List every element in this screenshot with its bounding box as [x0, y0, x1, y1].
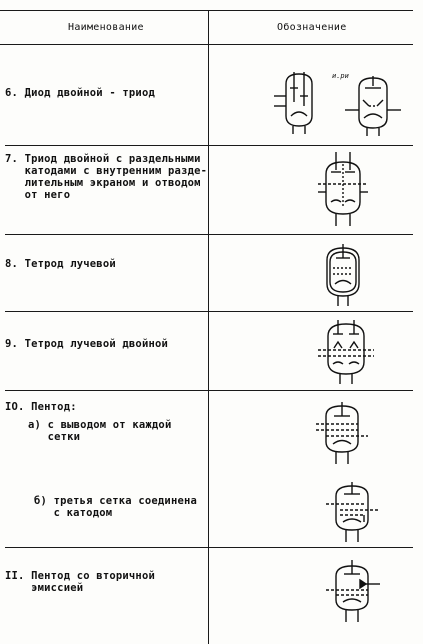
- pentode-symbol-a: [314, 402, 370, 464]
- row-divider-3: [5, 311, 413, 312]
- row-10-name: IO. Пентод:: [5, 401, 77, 413]
- beam-tetrode-symbol: [321, 244, 365, 306]
- table-top-border: [0, 10, 413, 11]
- diode-triode-symbol-left: [274, 72, 324, 136]
- row-8-name: 8. Тетрод лучевой: [5, 258, 116, 270]
- row-divider-4: [5, 390, 413, 391]
- row-10b-name: б) третья сетка соединена с катодом: [34, 495, 198, 519]
- pentode-secondary-emission-symbol: [326, 560, 380, 622]
- margin-note: и.ри: [332, 72, 349, 80]
- pentode-symbol-b: [326, 482, 378, 542]
- row-divider-2: [5, 234, 413, 235]
- double-triode-symbol: [318, 152, 368, 226]
- row-7-name: 7. Триод двойной с раздельными катодами с внутренним разде- лительным экраном и отводом от него: [5, 153, 208, 201]
- double-beam-tetrode-symbol: [318, 320, 374, 384]
- row-6-name: 6. Диод двойной - триод: [5, 87, 155, 99]
- row-divider-1: [5, 145, 413, 146]
- row-10a-name: а) с выводом от каждой сетки: [28, 419, 172, 443]
- header-bottom-border: [0, 44, 413, 45]
- row-9-name: 9. Тетрод лучевой двойной: [5, 338, 169, 350]
- column-divider: [208, 10, 209, 644]
- row-divider-5: [5, 547, 413, 548]
- diode-triode-symbol-right: [345, 76, 401, 136]
- column-header-symbol: Обозначение: [277, 22, 347, 33]
- column-header-name: Наименование: [68, 22, 144, 33]
- row-11-name: II. Пентод со вторичной эмиссией: [5, 570, 155, 594]
